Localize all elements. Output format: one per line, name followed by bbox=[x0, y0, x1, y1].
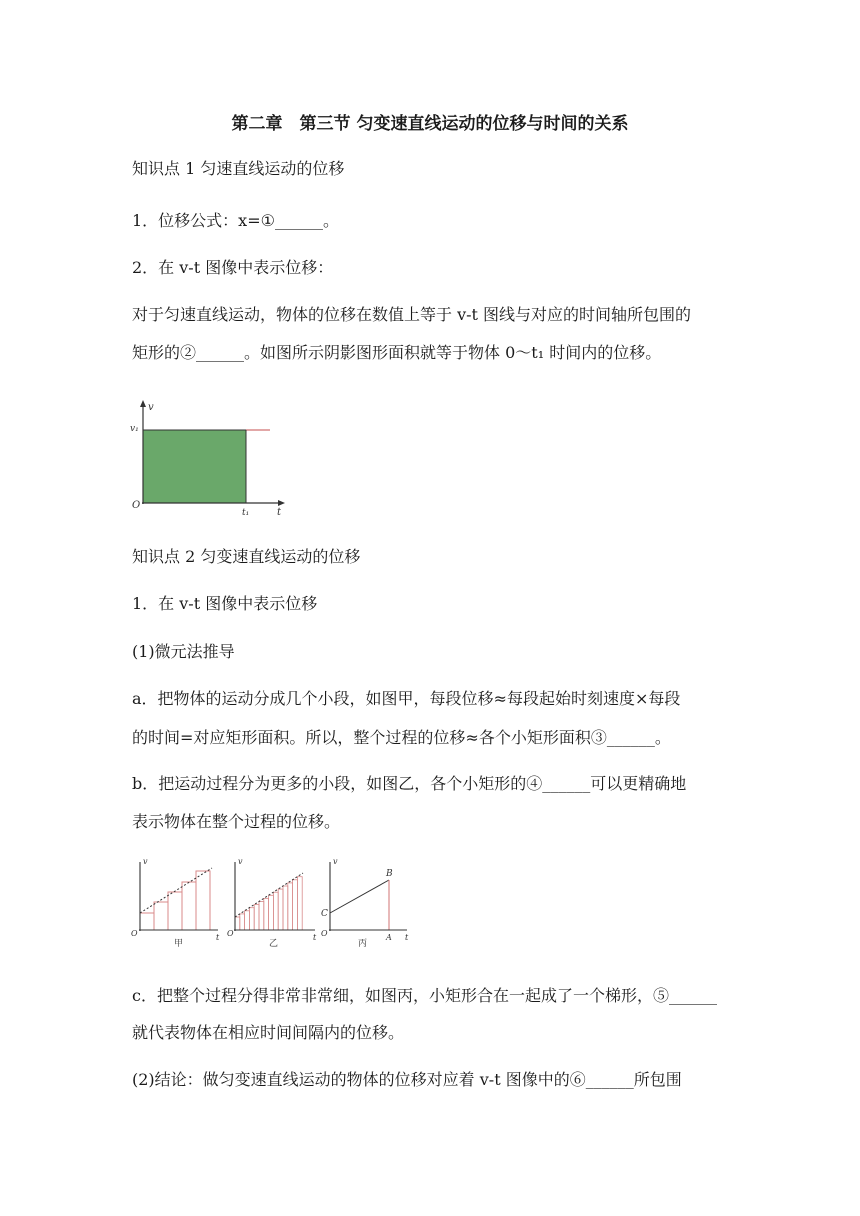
kp1-para-line2: 矩形的②______。如图所示阴影图形面积就等于物体 0～t₁ 时间内的位移。 bbox=[132, 343, 662, 362]
bing-origin: O bbox=[321, 929, 328, 938]
yi-rect bbox=[235, 917, 240, 930]
yi-v-label: v bbox=[238, 857, 243, 866]
jia-origin: O bbox=[131, 929, 138, 938]
page-title: 第二章 第三节 匀变速直线运动的位移与时间的关系 bbox=[231, 114, 629, 134]
jia-rectangles bbox=[140, 871, 210, 930]
kp2-b-line2: 表示物体在整个过程的位移。 bbox=[132, 812, 341, 831]
kp2-c-line1: c．把整个过程分得非常非常细，如图丙，小矩形合在一起成了一个梯形，⑤______ bbox=[132, 986, 717, 1005]
yi-rect bbox=[288, 883, 293, 930]
yi-rect bbox=[273, 892, 278, 930]
yi-rect bbox=[264, 898, 269, 930]
yi-rectangles bbox=[235, 877, 302, 930]
kp2-a-line2: 的时间=对应矩形面积。所以，整个过程的位移≈各个小矩形面积③______。 bbox=[132, 728, 671, 747]
t-axis-arrow bbox=[278, 500, 285, 506]
jia-t-label: t bbox=[216, 933, 220, 942]
yi-rect bbox=[254, 905, 259, 930]
kp2-c-line2: 就代表物体在相应时间间隔内的位移。 bbox=[132, 1023, 405, 1042]
figure-bing bbox=[315, 856, 415, 948]
kp1-heading: 知识点 1 匀速直线运动的位移 bbox=[132, 159, 345, 178]
origin-label: O bbox=[132, 500, 141, 511]
yi-rect bbox=[240, 914, 245, 930]
bing-caption: 丙 bbox=[358, 939, 368, 949]
yi-origin: O bbox=[227, 929, 234, 938]
kp2-sub1: (1)微元法推导 bbox=[132, 642, 235, 661]
bing-v-label: v bbox=[333, 857, 338, 866]
bing-t-label: t bbox=[405, 933, 409, 942]
jia-velocity-line bbox=[140, 868, 212, 913]
displacement-area bbox=[143, 430, 246, 503]
figure-yi bbox=[227, 856, 322, 948]
figure-uniform-vt bbox=[130, 398, 300, 520]
kp2-a-line1: a．把物体的运动分成几个小段，如图甲，每段位移≈每段起始时刻速度×每段 bbox=[132, 689, 681, 708]
t1-label: t₁ bbox=[242, 508, 250, 518]
v-axis-label: v bbox=[148, 402, 154, 413]
yi-rect bbox=[278, 889, 283, 930]
jia-caption: 甲 bbox=[174, 939, 184, 949]
kp1-para-line1: 对于匀速直线运动，物体的位移在数值上等于 v-t 图线与对应的时间轴所包围的 bbox=[132, 305, 692, 324]
v-axis-arrow bbox=[140, 400, 146, 407]
yi-caption: 乙 bbox=[269, 939, 279, 949]
jia-v-label: v bbox=[143, 857, 148, 866]
kp2-conclusion: (2)结论：做匀变速直线运动的物体的位移对应着 v-t 图像中的⑥______所包围 bbox=[132, 1070, 682, 1089]
yi-rect bbox=[269, 895, 274, 930]
kp2-heading: 知识点 2 匀变速直线运动的位移 bbox=[132, 547, 361, 566]
bing-point-c: C bbox=[321, 909, 328, 919]
kp2-b-line1: b．把运动过程分为更多的小段，如图乙，各个小矩形的④______可以更精确地 bbox=[132, 774, 687, 793]
bing-point-b: B bbox=[386, 869, 393, 879]
bing-point-a: A bbox=[386, 933, 392, 942]
yi-rect bbox=[297, 877, 302, 930]
bing-velocity-line bbox=[330, 880, 389, 913]
yi-rect bbox=[283, 886, 288, 930]
t-axis-label: t bbox=[277, 507, 282, 518]
kp2-item1: 1．在 v-t 图像中表示位移 bbox=[132, 594, 318, 613]
yi-rect bbox=[245, 911, 250, 930]
yi-t-label: t bbox=[313, 933, 317, 942]
yi-rect bbox=[249, 908, 254, 930]
yi-rect bbox=[259, 902, 264, 931]
yi-rect bbox=[293, 880, 298, 930]
kp1-item1: 1．位移公式：x=①______。 bbox=[132, 211, 339, 230]
v1-label: v₁ bbox=[130, 424, 139, 434]
figure-jia bbox=[130, 856, 225, 948]
kp1-item2: 2．在 v-t 图像中表示位移： bbox=[132, 258, 334, 277]
